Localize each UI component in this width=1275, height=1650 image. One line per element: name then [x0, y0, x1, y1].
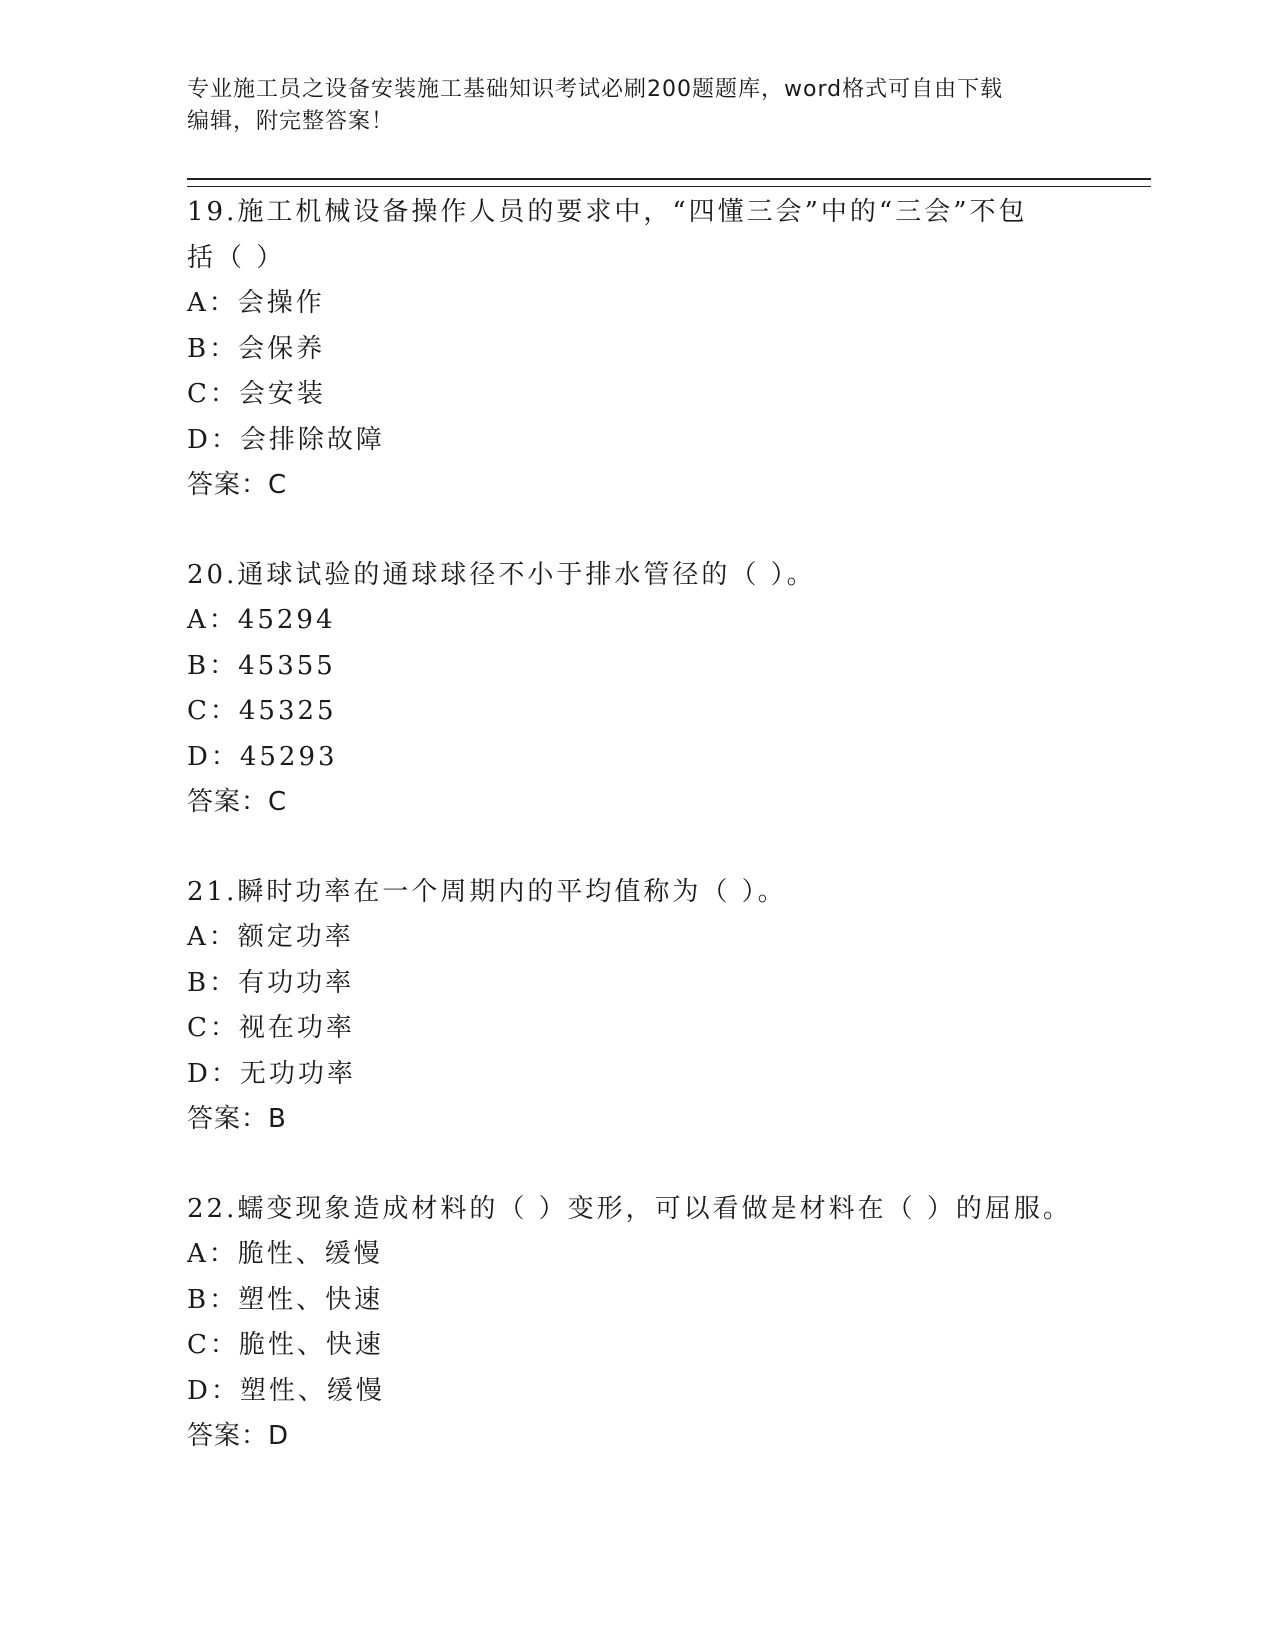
- option-c: C：会安装: [187, 379, 326, 409]
- header-divider: [187, 178, 1151, 187]
- option-c: C：45325: [187, 696, 337, 726]
- header-title-line-2: 编辑，附完整答案！: [187, 109, 395, 134]
- option-d: D：无功功率: [187, 1058, 356, 1089]
- header-title-line-1: 专业施工员之设备安装施工基础知识考试必刷200题题库，word格式可自由下载: [187, 77, 1004, 102]
- question-19: [187, 190, 1087, 509]
- answer-line: 答案：C: [187, 470, 288, 500]
- question-stem: 19.施工机械设备操作人员的要求中，“四懂三会”中的“三会”不包: [187, 197, 1028, 227]
- question-stem-continued: 括（ ）: [187, 242, 286, 273]
- question-stem: 22.蠕变现象造成材料的（ ）变形，可以看做是材料在（ ）的屈服。: [187, 1193, 1072, 1224]
- option-a: A：额定功率: [187, 922, 354, 952]
- option-c: C：脆性、快速: [187, 1330, 384, 1360]
- option-c: C：视在功率: [187, 1013, 355, 1043]
- option-d: D：会排除故障: [187, 424, 385, 455]
- question-stem: 21.瞬时功率在一个周期内的平均值称为（ ）。: [187, 876, 787, 907]
- option-b: B：45355: [187, 650, 336, 681]
- option-d: D：45293: [187, 741, 338, 772]
- document-header: [187, 74, 1067, 138]
- option-d: D：塑性、缓慢: [187, 1375, 385, 1406]
- answer-line: 答案：C: [187, 787, 288, 817]
- question-21: [187, 870, 1087, 1143]
- answer-line: 答案：B: [187, 1104, 287, 1134]
- question-20: [187, 553, 1087, 826]
- option-a: A：45294: [187, 605, 336, 635]
- option-b: B：会保养: [187, 333, 326, 364]
- answer-line: 答案：D: [187, 1421, 290, 1451]
- option-b: B：塑性、快速: [187, 1284, 384, 1315]
- question-list: [187, 190, 1087, 1504]
- option-a: A：脆性、缓慢: [187, 1239, 383, 1269]
- question-stem: 20.通球试验的通球球径不小于排水管径的（ ）。: [187, 559, 816, 590]
- question-22: [187, 1187, 1087, 1460]
- option-b: B：有功功率: [187, 967, 355, 998]
- option-a: A：会操作: [187, 288, 325, 318]
